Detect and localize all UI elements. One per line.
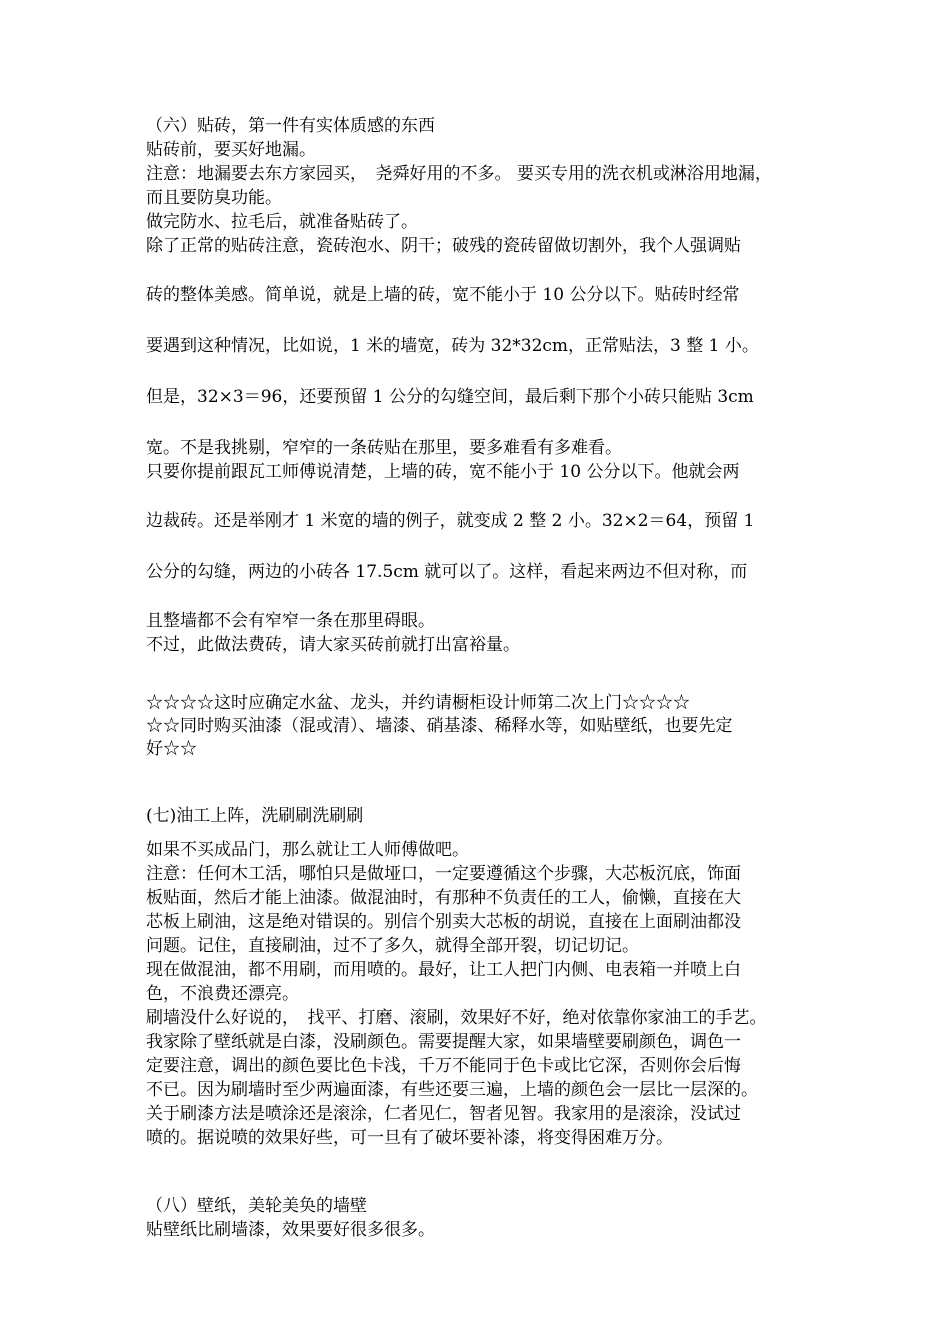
paragraph-line: 定要注意，调出的颜色要比色卡浅，千万不能同于色卡或比它深，否则你会后悔	[146, 1056, 741, 1076]
paragraph-line: 现在做混油，都不用刷，而用喷的。最好，让工人把门内侧、电表箱一并喷上白	[146, 960, 741, 980]
paragraph-line: 板贴面，然后才能上油漆。做混油时，有那种不负责任的工人，偷懒，直接在大	[146, 888, 741, 908]
paragraph-line: 关于刷漆方法是喷涂还是滚涂，仁者见仁，智者见智。我家用的是滚涂，没试过	[146, 1104, 741, 1124]
paragraph-line: 贴壁纸比刷墙漆，效果要好很多很多。	[146, 1220, 435, 1240]
paragraph-line: 不过，此做法费砖，请大家买砖前就打出富裕量。	[146, 635, 520, 655]
paragraph-line: 而且要防臭功能。	[146, 188, 282, 208]
paragraph-line: 喷的。据说喷的效果好些，可一旦有了破坏要补漆，将变得困难万分。	[146, 1128, 673, 1148]
paragraph-line: 但是，32×3＝96，还要预留 1 公分的勾缝空间，最后剩下那个小砖只能贴 3cm	[146, 387, 754, 407]
section-7-heading: (七)油工上阵，洗刷刷洗刷刷	[146, 806, 364, 826]
section-6-heading: （六）贴砖，第一件有实体质感的东西	[146, 116, 435, 136]
document-body	[146, 114, 811, 1242]
paragraph-line: 刷墙没什么好说的， 找平、打磨、滚刷，效果好不好，绝对依靠你家油工的手艺。	[146, 1008, 767, 1028]
paragraph-line: 我家除了壁纸就是白漆，没刷颜色。需要提醒大家，如果墙壁要刷颜色，调色一	[146, 1032, 741, 1052]
note-line: ☆☆☆☆这时应确定水盆、龙头，并约请橱柜设计师第二次上门☆☆☆☆	[146, 693, 690, 713]
section-8-heading: （八）壁纸，美轮美奂的墙壁	[146, 1196, 367, 1216]
spacer	[146, 1150, 811, 1194]
note-line: 好☆☆	[146, 739, 197, 759]
paragraph-line: 不已。因为刷墙时至少两遍面漆，有些还要三遍，上墙的颜色会一层比一层深的。	[146, 1080, 758, 1100]
paragraph-line: 且整墙都不会有窄窄一条在那里碍眼。	[146, 611, 435, 631]
paragraph-line: 贴砖前，要买好地漏。	[146, 140, 316, 160]
paragraph-line: 色，不浪费还漂亮。	[146, 984, 299, 1004]
paragraph-line: 注意：任何木工活，哪怕只是做垭口，一定要遵循这个步骤，大芯板沉底，饰面	[146, 864, 741, 884]
paragraph-line: 要遇到这种情况，比如说，1 米的墙宽，砖为 32*32cm，正常贴法，3 整 1 小。	[146, 336, 759, 356]
spacer	[146, 761, 811, 804]
paragraph-line: 做完防水、拉毛后，就准备贴砖了。	[146, 212, 418, 232]
paragraph-line: 砖的整体美感。简单说，就是上墙的砖，宽不能小于 10 公分以下。贴砖时经常	[146, 285, 740, 305]
paragraph-line: 问题。记住，直接刷油，过不了多久，就得全部开裂，切记切记。	[146, 936, 639, 956]
paragraph-line: 只要你提前跟瓦工师傅说清楚，上墙的砖，宽不能小于 10 公分以下。他就会两	[146, 462, 740, 482]
paragraph-line: 公分的勾缝，两边的小砖各 17.5cm 就可以了。这样，看起来两边不但对称，而	[146, 562, 748, 582]
paragraph-line: 如果不买成品门，那么就让工人师傅做吧。	[146, 840, 469, 860]
paragraph-line: 注意：地漏要去东方家园买， 尧舜好用的不多。 要买专用的洗衣机或淋浴用地漏，	[146, 164, 772, 184]
spacer	[146, 657, 811, 692]
note-line: ☆☆同时购买油漆（混或清）、墙漆、硝基漆、稀释水等，如贴壁纸，也要先定	[146, 716, 733, 736]
spacer	[146, 828, 811, 838]
paragraph-line: 宽。不是我挑剔，窄窄的一条砖贴在那里，要多难看有多难看。	[146, 438, 622, 458]
paragraph-line: 芯板上刷油，这是绝对错误的。别信个别卖大芯板的胡说，直接在上面刷油都没	[146, 912, 741, 932]
paragraph-line: 边裁砖。还是举刚才 1 米宽的墙的例子，就变成 2 整 2 小。32×2＝64，预留 1	[146, 511, 755, 531]
paragraph-line: 除了正常的贴砖注意，瓷砖泡水、阴干；破残的瓷砖留做切割外，我个人强调贴	[146, 236, 741, 256]
